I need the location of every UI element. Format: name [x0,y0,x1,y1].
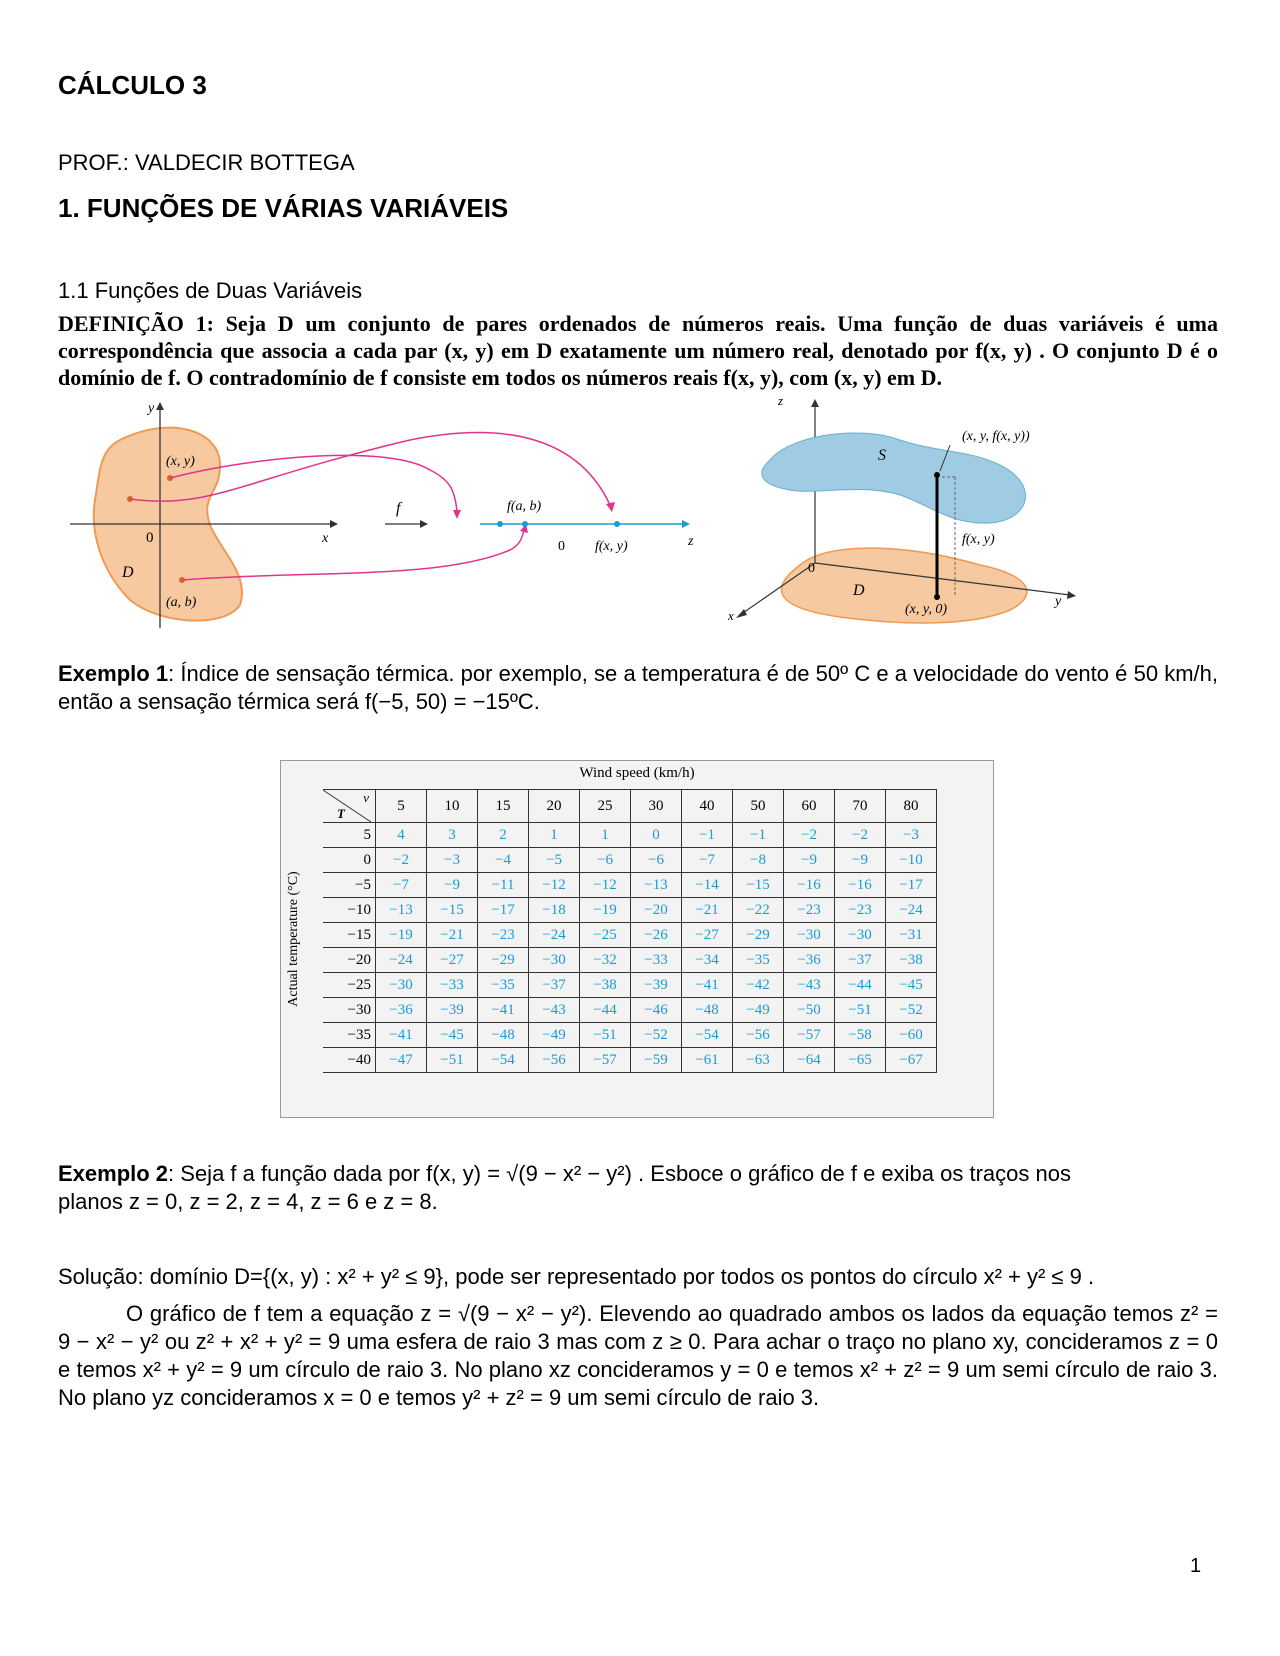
temperature-header: −20 [323,948,376,973]
wind-chill-cell: −9 [835,848,886,873]
speed-header: 40 [682,790,733,823]
wind-chill-cell: −37 [835,948,886,973]
wind-chill-cell: −19 [376,923,427,948]
wind-chill-cell: −35 [478,973,529,998]
wind-chill-cell: −39 [631,973,682,998]
wind-chill-cell: −1 [682,823,733,848]
wind-chill-cell: −14 [682,873,733,898]
fig1-xy-label: (x, y) [166,454,195,469]
surface-graph-figure [728,393,1120,650]
fig1-f-label: f [396,500,401,517]
wind-chill-cell: −52 [886,998,937,1023]
wind-chill-cell: −57 [784,1023,835,1048]
wind-chill-cell: −38 [886,948,937,973]
wind-chill-cell: −41 [376,1023,427,1048]
surface-S [762,433,1026,523]
table-side-label: Actual temperature (°C) [286,871,301,1007]
wind-chill-cell: −61 [682,1048,733,1073]
fig1-y-label: y [148,401,155,416]
wind-chill-cell: −35 [733,948,784,973]
fig2-S-label: S [878,447,886,464]
example-1 [58,660,1218,716]
wind-chill-cell: −58 [835,1023,886,1048]
wind-chill-table-box [280,760,994,1118]
wind-chill-cell: −12 [580,873,631,898]
wind-chill-cell: −52 [631,1023,682,1048]
wind-chill-cell: −33 [631,948,682,973]
wind-chill-cell: −64 [784,1048,835,1073]
speed-header: 20 [529,790,580,823]
table-row [323,948,937,973]
speed-header: 15 [478,790,529,823]
wind-chill-cell: −51 [835,998,886,1023]
wind-chill-cell: −18 [529,898,580,923]
definition-text: : Seja D um conjunto de pares ordenados de números reais. Uma função de duas variáveis é uma correspondência que associa a cada par (x, y) em D exatamente um número real, denotado por f(x, y) . O conjunto D é o domínio de f. O contradomínio de f consiste em todos os números reais f(x, y), com (x, y) em D. [58,311,1218,390]
wind-chill-cell: −36 [376,998,427,1023]
wind-chill-cell: −37 [529,973,580,998]
fig1-ab-label: (a, b) [166,595,197,610]
wind-chill-cell: 4 [376,823,427,848]
table-row [323,848,937,873]
wind-chill-cell: −29 [478,948,529,973]
wind-chill-cell: −21 [682,898,733,923]
fig2-x-label: x [728,608,734,623]
wind-chill-cell: −21 [427,923,478,948]
wind-chill-cell: 1 [580,823,631,848]
wind-chill-cell: −47 [376,1048,427,1073]
table-row [323,998,937,1023]
solution-domain: Solução: domínio D={(x, y) : x² + y² ≤ 9}, pode ser representado por todos os pontos do círculo x² + y² ≤ 9 . [58,1264,1095,1289]
wind-chill-cell: −15 [427,898,478,923]
wind-chill-cell: −43 [529,998,580,1023]
wind-chill-cell: −9 [427,873,478,898]
temperature-header: −5 [323,873,376,898]
wind-chill-cell: −2 [784,823,835,848]
wind-chill-cell: −60 [886,1023,937,1048]
wind-chill-cell: −8 [733,848,784,873]
wind-chill-cell: −30 [835,923,886,948]
wind-chill-table [323,789,937,1073]
wind-chill-cell: −56 [733,1023,784,1048]
table-title: Wind speed (km/h) [579,765,695,781]
temperature-header: −35 [323,1023,376,1048]
wind-chill-cell: −4 [478,848,529,873]
wind-chill-cell: −7 [376,873,427,898]
temperature-header: −40 [323,1048,376,1073]
speed-header: 30 [631,790,682,823]
wind-chill-cell: −13 [376,898,427,923]
example-1-label: Exemplo 1 [58,661,169,686]
wind-chill-cell: −2 [376,848,427,873]
course-title: CÁLCULO 3 [58,70,207,100]
temperature-header: 5 [323,823,376,848]
example-1-text: : Índice de sensação térmica. por exemplo, se a temperatura é de 50º C e a velocidade do vento é 50 km/h, então a sensação térmica será f(−5, 50) = −15ºC. [58,661,1219,714]
wind-chill-cell: −67 [886,1048,937,1073]
wind-chill-cell: −65 [835,1048,886,1073]
page-number: 1 [1190,1555,1202,1577]
wind-chill-cell: −36 [784,948,835,973]
wind-chill-cell: −23 [478,923,529,948]
wind-chill-cell: −49 [529,1023,580,1048]
wind-chill-cell: −48 [478,1023,529,1048]
wind-chill-cell: −43 [784,973,835,998]
wind-chill-cell: −41 [682,973,733,998]
wind-chill-cell: −30 [784,923,835,948]
example-2 [58,1160,1218,1216]
fig2-D-label: D [853,582,865,599]
example-2-line2: planos z = 0, z = 2, z = 4, z = 6 e z = 8. [58,1189,438,1214]
corner-T: T [337,806,345,821]
wind-chill-cell: −31 [886,923,937,948]
domain-mapping-figure [60,400,740,640]
wind-chill-cell: −49 [733,998,784,1023]
table-row [323,898,937,923]
wind-chill-cell: 2 [478,823,529,848]
wind-chill-cell: −51 [427,1048,478,1073]
wind-chill-cell: −7 [682,848,733,873]
wind-chill-cell: −6 [631,848,682,873]
temperature-header: −15 [323,923,376,948]
wind-chill-cell: −23 [835,898,886,923]
wind-chill-cell: −27 [682,923,733,948]
wind-chill-cell: −23 [784,898,835,923]
wind-chill-cell: −15 [733,873,784,898]
fig1-x-label: x [322,531,329,546]
wind-chill-cell: −59 [631,1048,682,1073]
wind-chill-cell: −22 [733,898,784,923]
fig1-D-label: D [122,564,134,581]
wind-chill-cell: −34 [682,948,733,973]
wind-chill-cell: −56 [529,1048,580,1073]
wind-chill-cell: −12 [529,873,580,898]
wind-chill-cell: −10 [886,848,937,873]
wind-chill-cell: −24 [529,923,580,948]
speed-header: 70 [835,790,886,823]
fig2-point-label: (x, y, f(x, y)) [962,429,1030,444]
wind-chill-cell: −16 [835,873,886,898]
fig1-origin: 0 [146,530,154,546]
wind-chill-cell: −3 [427,848,478,873]
fig2-height-label: f(x, y) [962,532,995,547]
wind-chill-cell: −25 [580,923,631,948]
definition-1 [58,310,1218,391]
temperature-header: −30 [323,998,376,1023]
table-row [323,823,937,848]
wind-chill-cell: 3 [427,823,478,848]
temperature-header: 0 [323,848,376,873]
wind-chill-cell: −26 [631,923,682,948]
wind-chill-cell: −3 [886,823,937,848]
wind-chill-cell: −39 [427,998,478,1023]
wind-chill-cell: −42 [733,973,784,998]
speed-header: 80 [886,790,937,823]
speed-header: 50 [733,790,784,823]
speed-header: 25 [580,790,631,823]
fig2-y-label: y [1055,594,1062,609]
wind-chill-cell: −9 [784,848,835,873]
definition-label: DEFINIÇÃO 1 [58,311,207,336]
wind-chill-cell: −27 [427,948,478,973]
wind-chill-cell: −29 [733,923,784,948]
example-2-line1: : Seja f a função dada por f(x, y) = √(9 − x² − y²) . Esboce o gráfico de f e exiba os traços nos [168,1161,1071,1186]
wind-chill-cell: −45 [427,1023,478,1048]
table-row [323,873,937,898]
table-row [323,1048,937,1073]
table-row [323,973,937,998]
wind-chill-cell: −17 [478,898,529,923]
table-corner [323,790,376,823]
wind-chill-cell: −11 [478,873,529,898]
wind-chill-cell: −24 [376,948,427,973]
wind-chill-cell: 1 [529,823,580,848]
fig2-base-label: (x, y, 0) [905,602,947,617]
table-row [323,1023,937,1048]
wind-chill-cell: −32 [580,948,631,973]
wind-chill-cell: −54 [478,1048,529,1073]
table-row [323,923,937,948]
wind-chill-cell: −1 [733,823,784,848]
wind-chill-cell: −51 [580,1023,631,1048]
wind-chill-cell: −46 [631,998,682,1023]
wind-chill-cell: −63 [733,1048,784,1073]
temperature-header: −25 [323,973,376,998]
wind-chill-cell: −33 [427,973,478,998]
wind-chill-cell: −57 [580,1048,631,1073]
section-title: 1.1 Funções de Duas Variáveis [58,278,363,303]
wind-chill-cell: −41 [478,998,529,1023]
wind-chill-cell: −19 [580,898,631,923]
wind-chill-cell: 0 [631,823,682,848]
fig1-z-label: z [688,534,694,549]
fig1-fab-label: f(a, b) [507,499,542,514]
wind-chill-cell: −50 [784,998,835,1023]
wind-chill-cell: −6 [580,848,631,873]
wind-chill-cell: −44 [580,998,631,1023]
fig2-origin: 0 [808,561,815,576]
fig1-fxy-label: f(x, y) [595,539,628,554]
solution-paragraph: O gráfico de f tem a equação z = √(9 − x² − y²). Elevendo ao quadrado ambos os lados da equação temos z² = 9 − x² − y² ou z² + x² + y² = 9 uma esfera de raio 3 mas com z ≥ 0. Para achar o traço no plano xy, concideramos z = 0 e temos x² + y² = 9 um círculo de raio 3. No plano xz concideramos y = 0 e temos x² + z² = 9 um semi círculo de raio 3. No plano yz concideramos x = 0 e temos y² + z² = 9 um semi círculo de raio 3. [58,1301,1218,1410]
corner-v: v [363,790,369,805]
professor: PROF.: VALDECIR BOTTEGA [58,150,355,175]
wind-chill-cell: −16 [784,873,835,898]
wind-chill-cell: −48 [682,998,733,1023]
wind-chill-cell: −30 [376,973,427,998]
wind-chill-cell: −17 [886,873,937,898]
wind-chill-cell: −5 [529,848,580,873]
wind-chill-cell: −38 [580,973,631,998]
wind-chill-cell: −30 [529,948,580,973]
wind-chill-cell: −44 [835,973,886,998]
fig2-z-label: z [778,393,784,408]
wind-chill-cell: −20 [631,898,682,923]
wind-chill-cell: −54 [682,1023,733,1048]
wind-chill-cell: −24 [886,898,937,923]
wind-chill-cell: −13 [631,873,682,898]
speed-header: 60 [784,790,835,823]
fig1-zero: 0 [558,539,565,554]
wind-chill-cell: −45 [886,973,937,998]
speed-header: 10 [427,790,478,823]
temperature-header: −10 [323,898,376,923]
example-2-label: Exemplo 2 [58,1161,169,1186]
chapter-title: 1. FUNÇÕES DE VÁRIAS VARIÁVEIS [58,193,509,223]
speed-header: 5 [376,790,427,823]
wind-chill-cell: −2 [835,823,886,848]
